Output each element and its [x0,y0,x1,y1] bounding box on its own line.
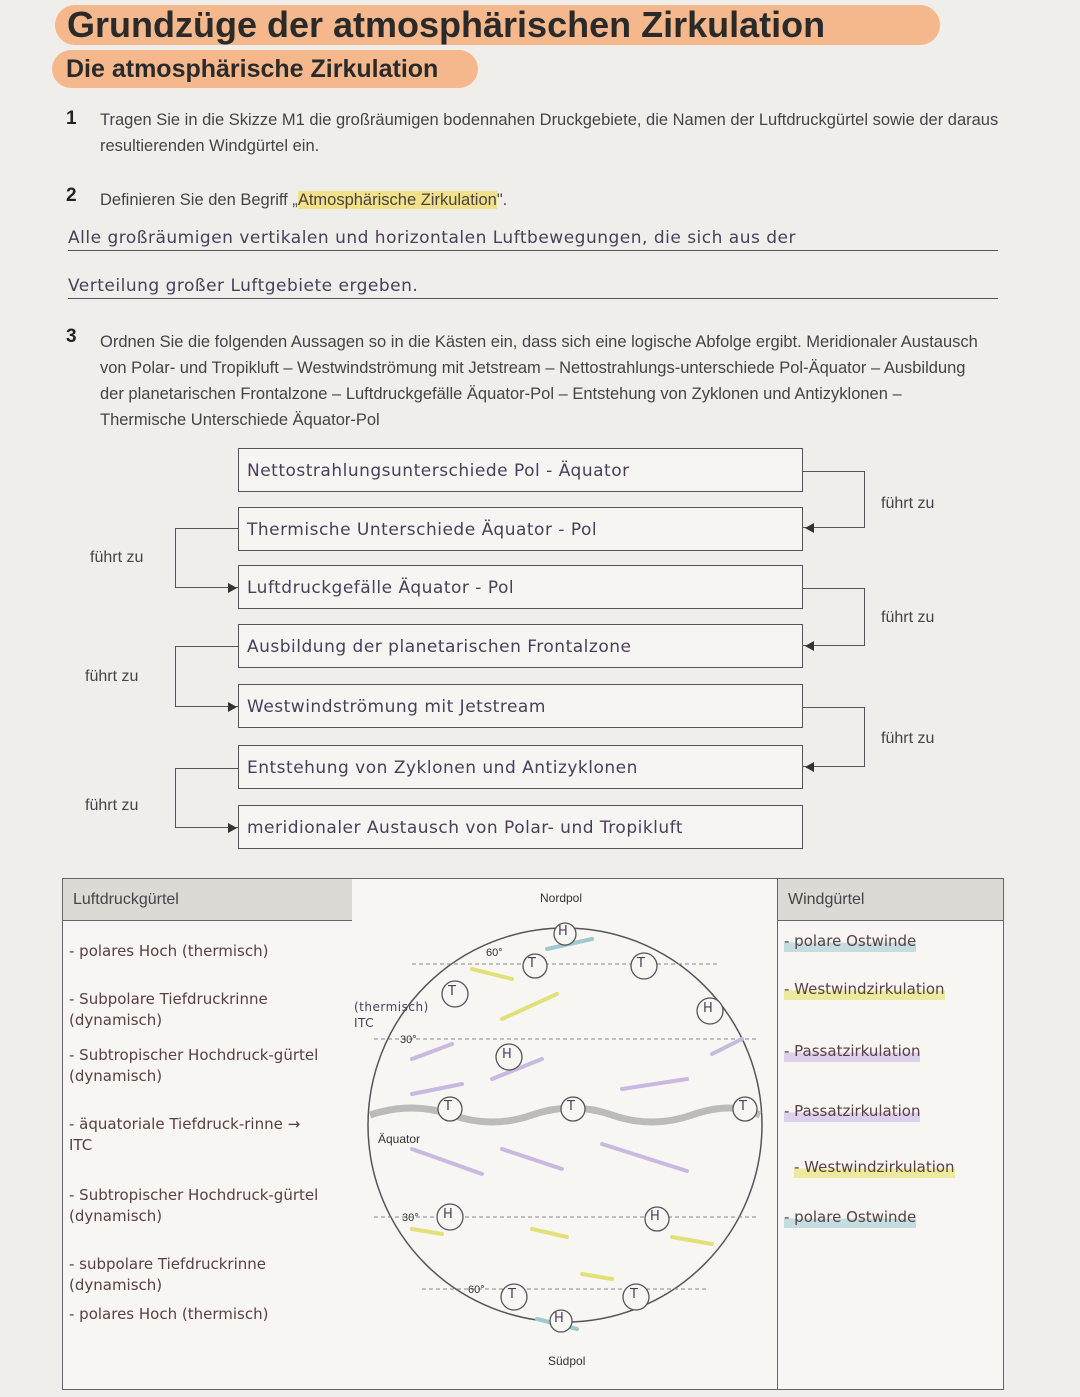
arrow-right-icon [228,702,237,712]
globe-outline [368,928,762,1322]
wind-belt-item: - Passatzirkulation [784,1102,921,1120]
low-marker: T [630,1287,639,1302]
arrow-right-icon [228,583,237,593]
low-marker: T [448,984,457,999]
wind-belt-item: - polare Ostwinde [784,1208,917,1226]
lat-60n-label: 60° [486,947,503,959]
lat-30n-label: 30° [400,1034,417,1046]
answer-line-2[interactable]: Verteilung großer Luftgebiete ergeben. [68,276,998,299]
high-marker: H [703,1001,714,1016]
connector-right-2 [803,588,865,646]
pressure-belt-item: - polares Hoch (thermisch) [69,942,269,960]
page-subtitle: Die atmosphärische Zirkulation [52,50,478,88]
flow-box-5[interactable]: Westwindströmung mit Jetstream [238,684,803,728]
wind-belt-item: - Passatzirkulation [784,1042,921,1060]
task-3-number: 3 [66,326,77,347]
task-1-number: 1 [66,108,77,129]
flow-box-6[interactable]: Entstehung von Zyklonen und Antizyklonen [238,745,803,789]
wind-belts-header: Windgürtel [778,879,1003,921]
high-marker: H [558,924,569,939]
high-marker: H [443,1207,454,1222]
high-marker: H [650,1209,661,1224]
task-1-text: Tragen Sie in die Skizze M1 die großräumigen bodennahen Druckgebiete, die Namen der Luftdruckgürtel sowie der daraus resultierenden Windgürtel ein. [100,111,999,155]
connector-left-3 [175,768,238,828]
connector-left-2 [175,646,238,707]
task-2-number: 2 [66,185,77,206]
connector-right-3 [803,707,865,767]
wind-belt-item: - Westwindzirkulation [784,980,945,998]
pressure-markers [437,923,757,1332]
pressure-belt-item: - Subtropischer Hochdruck-gürtel (dynamisch) [69,1046,319,1085]
wind-belt-item: - Westwindzirkulation [794,1158,955,1176]
low-marker: T [637,956,646,971]
low-marker: T [444,1099,453,1114]
itc-note: (thermisch) ITC [354,1000,429,1030]
equator-label: Äquator [378,1132,421,1146]
flow-box-7[interactable]: meridionaler Austausch von Polar- und Tropikluft [238,805,803,849]
low-marker: T [739,1099,748,1114]
connector-label: führt zu [881,495,935,512]
task-3-text: Ordnen Sie die folgenden Aussagen so in die Kästen ein, dass sich eine logische Abfolge ergibt. Meridionaler Austausch von Polar- und Tropikluft – Westwindströmung mit Jetstream – Nettostrahlungs-unterschiede Pol-Äquator – Ausbildung der planetarischen Frontalzone – Luftdruckgefälle Äquator-Pol – Entstehung von Zyklonen und Antizyklonen – Thermische Unterschiede Äquator-Pol [100,333,978,429]
flow-box-2[interactable]: Thermische Unterschiede Äquator - Pol [238,507,803,551]
connector-label: führt zu [90,549,144,566]
page-title: Grundzüge der atmosphärischen Zirkulation [55,5,940,45]
south-pole-label: Südpol [548,1354,586,1368]
north-pole-label: Nordpol [540,891,583,905]
wind-belt-item: - polare Ostwinde [784,932,917,950]
pressure-belts-header: Luftdruckgürtel [63,879,352,921]
lat-60s-label: 60° [468,1284,485,1296]
connector-label: führt zu [881,730,935,747]
pressure-belt-item: - polares Hoch (thermisch) [69,1305,269,1323]
high-marker: H [502,1047,513,1062]
arrow-left-icon [805,523,814,533]
connector-label: führt zu [881,609,935,626]
task-2-prefix: Definieren Sie den Begriff „ [100,191,298,209]
task-2-text [100,187,507,213]
arrow-right-icon [228,823,237,833]
connector-label: führt zu [85,668,139,685]
answer-line-1[interactable]: Alle großräumigen vertikalen und horizontalen Luftbewegungen, die sich aus der [68,228,998,251]
connector-right-1 [803,471,865,528]
low-marker: T [528,956,537,971]
low-marker: T [567,1099,576,1114]
flow-box-3[interactable]: Luftdruckgefälle Äquator - Pol [238,565,803,609]
flow-box-1[interactable]: Nettostrahlungsunterschiede Pol - Äquator [238,448,803,492]
pressure-belt-item: - Subpolare Tiefdruckrinne (dynamisch) [69,990,268,1029]
lat-30s-label: 30° [402,1212,419,1224]
connector-label: führt zu [85,797,139,814]
flow-box-4[interactable]: Ausbildung der planetarischen Frontalzone [238,624,803,668]
pressure-belt-item: - äquatoriale Tiefdruck-rinne → ITC [69,1115,301,1154]
task-2-term: Atmosphärische Zirkulation [297,191,497,209]
arrow-left-icon [805,641,814,651]
wind-belts-column [777,878,1004,1390]
pressure-belt-item: - subpolare Tiefdruckrinne (dynamisch) [69,1255,266,1294]
task-2-suffix: ". [496,191,508,209]
pressure-belts-column [62,878,353,1390]
high-marker: H [554,1311,565,1326]
globe-sketch [352,878,778,1390]
pressure-belt-item: - Subtropischer Hochdruck-gürtel (dynamisch) [69,1186,319,1225]
connector-left-1 [175,528,238,588]
arrow-left-icon [805,762,814,772]
low-marker: T [508,1287,517,1302]
